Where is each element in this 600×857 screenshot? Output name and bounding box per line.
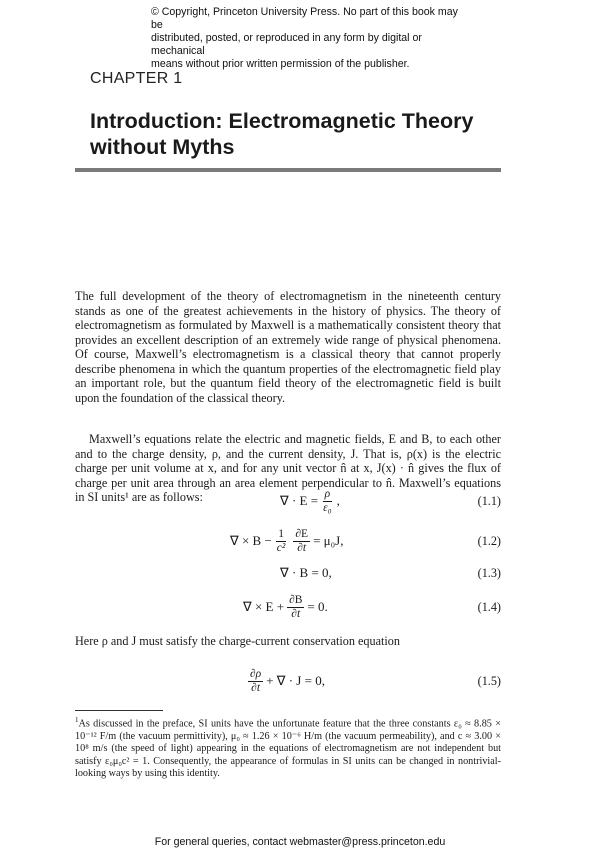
- equation-1-5: [75, 666, 501, 696]
- eq1-frac-den: ε₀: [323, 501, 332, 514]
- eq4-frac-num: ∂B: [289, 593, 303, 606]
- eq2-fraction-2: [293, 528, 310, 555]
- eq3-number: (1.3): [477, 566, 501, 580]
- equation-1-3: [75, 558, 501, 588]
- eq2-fraction-1: [275, 528, 288, 555]
- eq1-frac-num: ρ: [324, 487, 331, 500]
- eq2-number: (1.2): [477, 534, 501, 548]
- eq4-fraction: [287, 594, 304, 621]
- paragraph-2: Maxwell’s equations relate the electric and magnetic fields, E and B, to each other and to the charge density, ρ, and the current density, J. That is, ρ(x) is the electric charge per unit volume at x, and for any unit vector n̂ at x, J(x) · n̂ gives the flux of charge per unit area through an area element perpendicular to n̂. Maxwell’s equations in SI units¹ are as follows:: [75, 432, 501, 504]
- footnote-text: As discussed in the preface, SI units have the unfortunate feature that the three constants ε₀ ≈ 8.85 × 10⁻¹² F/m (the vacuum permittivity), μ₀ ≈ 1.26 × 10⁻⁶ H/m (the vacuum permeability), and c ≈ 3.00 × 10⁸ m/s (the speed of light) appearing in the equations of electromagnetism are not independent but satisfy ε₀μ₀c² = 1. Consequently, the appearance of formulas in SI units can be changed in nontrivial-looking ways by using this identity.: [75, 718, 501, 780]
- eq2-frac2-den: ∂t: [297, 541, 307, 554]
- eq3-text: ∇ · B = 0,: [280, 565, 332, 580]
- eq5-tail: + ∇ · J = 0,: [266, 673, 325, 688]
- eq5-frac-den: ∂t: [251, 681, 261, 694]
- eq5-fraction: [248, 668, 263, 695]
- paragraph-3: Here ρ and J must satisfy the charge-current conservation equation: [75, 634, 400, 648]
- eq2-left: ∇ × B −: [230, 533, 272, 548]
- eq4-number: (1.4): [477, 600, 501, 614]
- contact-footer: For general queries, contact webmaster@press.princeton.edu: [154, 836, 446, 848]
- equation-1-4: [75, 592, 501, 622]
- equation-1-2: [75, 526, 501, 556]
- paragraph-1: The full development of the theory of electromagnetism in the nineteenth century stands as one of the greatest achievements in the history of physics. The theory of electromagnetism as formulated by Maxwell is a mathematically consistent theory that provides an excellent description of an extremely wide range of physical phenomena. Of course, Maxwell’s electromagnetism is a classical theory that cannot properly describe phenomena in which the quantum properties of the electromagnetic field play an important role, but the quantum field theory of the electromagnetic field is built upon the foundation of the classical theory.: [75, 289, 501, 405]
- chapter-title-line-2: without Myths: [90, 135, 235, 159]
- footnote-divider: [75, 710, 163, 711]
- chapter-label: CHAPTER 1: [90, 70, 183, 87]
- eq2-frac2-num: ∂E: [295, 527, 309, 540]
- copyright-notice: [151, 6, 471, 71]
- eq4-tail: = 0.: [307, 599, 328, 614]
- chapter-title: [90, 108, 510, 160]
- eq5-frac-num: ∂ρ: [250, 667, 262, 680]
- footnote-marker: 1: [75, 716, 79, 724]
- eq1-left: ∇ · E =: [280, 493, 319, 508]
- eq1-fraction: [321, 488, 334, 515]
- copyright-line-3: means without prior written permission of the publisher.: [151, 58, 410, 70]
- copyright-line-2: distributed, posted, or reproduced in any form by digital or mechanical: [151, 32, 422, 57]
- eq1-tail: ,: [336, 493, 340, 508]
- eq5-number: (1.5): [477, 674, 501, 688]
- eq4-left: ∇ × E +: [243, 599, 285, 614]
- title-divider: [75, 168, 501, 172]
- eq2-tail: = μ₀J,: [313, 533, 344, 548]
- equation-1-1: [75, 486, 501, 516]
- copyright-line-1: © Copyright, Princeton University Press. No part of this book may be: [151, 6, 458, 31]
- eq1-number: (1.1): [477, 494, 501, 508]
- eq4-frac-den: ∂t: [291, 607, 301, 620]
- chapter-title-line-1: Introduction: Electromagnetic Theory: [90, 109, 474, 133]
- footnote-1: [75, 714, 501, 781]
- eq2-frac1-den: c²: [276, 541, 286, 554]
- eq2-frac1-num: 1: [278, 527, 284, 540]
